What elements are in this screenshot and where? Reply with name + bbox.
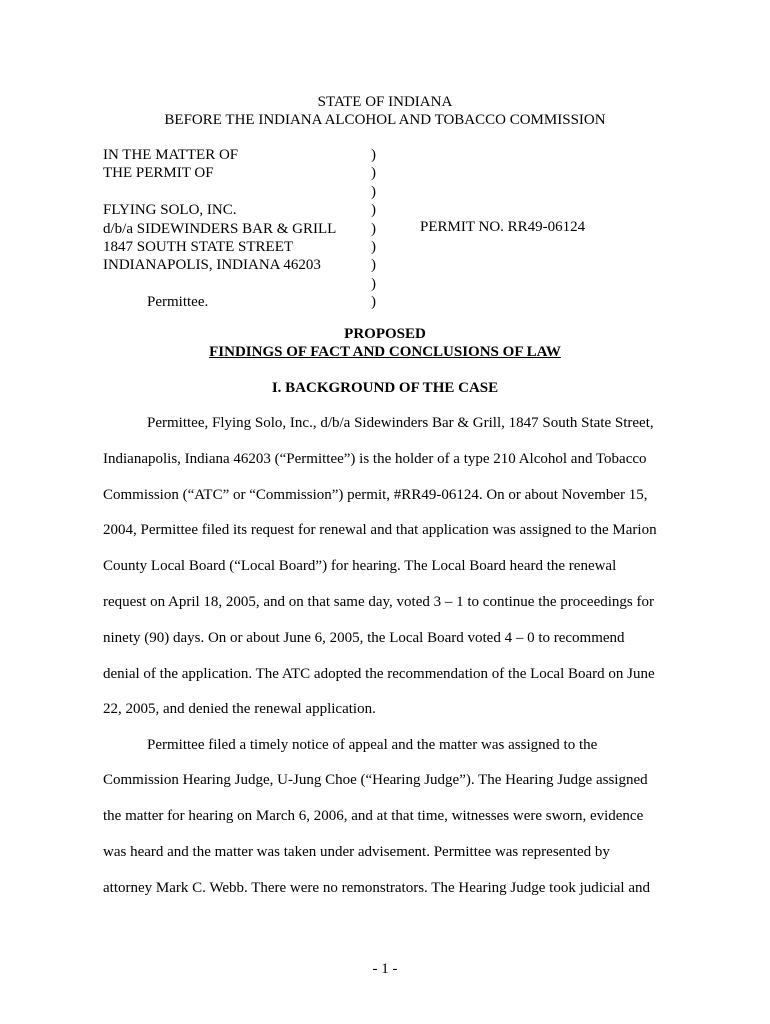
body-line: 22, 2005, and denied the renewal application. <box>103 701 376 717</box>
body-line: Permittee filed a timely notice of appeal and the matter was assigned to the <box>147 737 598 753</box>
caption-line: d/b/a SIDEWINDERS BAR & GRILL <box>103 220 337 237</box>
caption-line <box>103 275 336 293</box>
body-line: ninety (90) days. On or about June 6, 2005, the Local Board voted 4 – 0 to recommend <box>103 630 625 646</box>
title-findings <box>0 344 770 361</box>
title-findings-text: FINDINGS OF FACT AND CONCLUSIONS OF LAW <box>209 344 561 360</box>
page-number: - 1 - <box>372 961 398 977</box>
header-state: STATE OF INDIANA <box>317 94 453 110</box>
caption-paren: ) <box>371 257 376 274</box>
caption-line: FLYING SOLO, INC. <box>103 202 237 219</box>
caption-paren: ) <box>371 183 376 200</box>
body-line: attorney Mark C. Webb. There were no remonstrators. The Hearing Judge took judicial and <box>103 880 650 896</box>
body-line: County Local Board (“Local Board”) for hearing. The Local Board heard the renewal <box>103 558 617 574</box>
caption-paren: ) <box>371 275 376 292</box>
caption-paren: ) <box>371 238 376 255</box>
body-line: the matter for hearing on March 6, 2006, and at that time, witnesses were sworn, evidence <box>103 808 644 824</box>
permit-number: PERMIT NO. RR49-06124 <box>420 219 586 235</box>
caption-line: INDIANAPOLIS, INDIANA 46203 <box>103 257 321 274</box>
body-line: 2004, Permittee filed its request for renewal and that application was assigned to the Marion <box>103 522 657 538</box>
section-heading: I. BACKGROUND OF THE CASE <box>271 380 499 396</box>
body-line: Commission Hearing Judge, U-Jung Choe (“Hearing Judge”). The Hearing Judge assigned <box>103 772 648 788</box>
title-proposed: PROPOSED <box>344 326 426 342</box>
caption-permittee: Permittee. <box>147 294 209 311</box>
body-line: Indianapolis, Indiana 46203 (“Permittee”) is the holder of a type 210 Alcohol and Tobacco <box>103 451 647 467</box>
caption-paren: ) <box>371 165 376 182</box>
body-line: Commission (“ATC” or “Commission”) permit, #RR49-06124. On or about November 15, <box>103 487 648 503</box>
body-line: Permittee, Flying Solo, Inc., d/b/a Sidewinders Bar & Grill, 1847 South State Street, <box>147 415 654 431</box>
caption-parentheses <box>371 146 376 312</box>
caption-paren: ) <box>371 294 376 311</box>
case-caption <box>103 146 336 312</box>
body-line: denial of the application. The ATC adopted the recommendation of the Local Board on June <box>103 666 655 682</box>
body-line: request on April 18, 2005, and on that same day, voted 3 – 1 to continue the proceedings for <box>103 594 654 610</box>
caption-line: IN THE MATTER OF <box>103 147 239 163</box>
caption-paren: ) <box>371 202 376 219</box>
caption-line: 1847 SOUTH STATE STREET <box>103 238 294 255</box>
caption-paren: ) <box>371 220 376 237</box>
body-line: was heard and the matter was taken under advisement. Permittee was represented by <box>103 844 610 860</box>
header-commission: BEFORE THE INDIANA ALCOHOL AND TOBACCO COMMISSION <box>164 112 606 128</box>
caption-paren: ) <box>371 147 376 163</box>
caption-line: THE PERMIT OF <box>103 165 214 182</box>
caption-line <box>103 183 336 201</box>
